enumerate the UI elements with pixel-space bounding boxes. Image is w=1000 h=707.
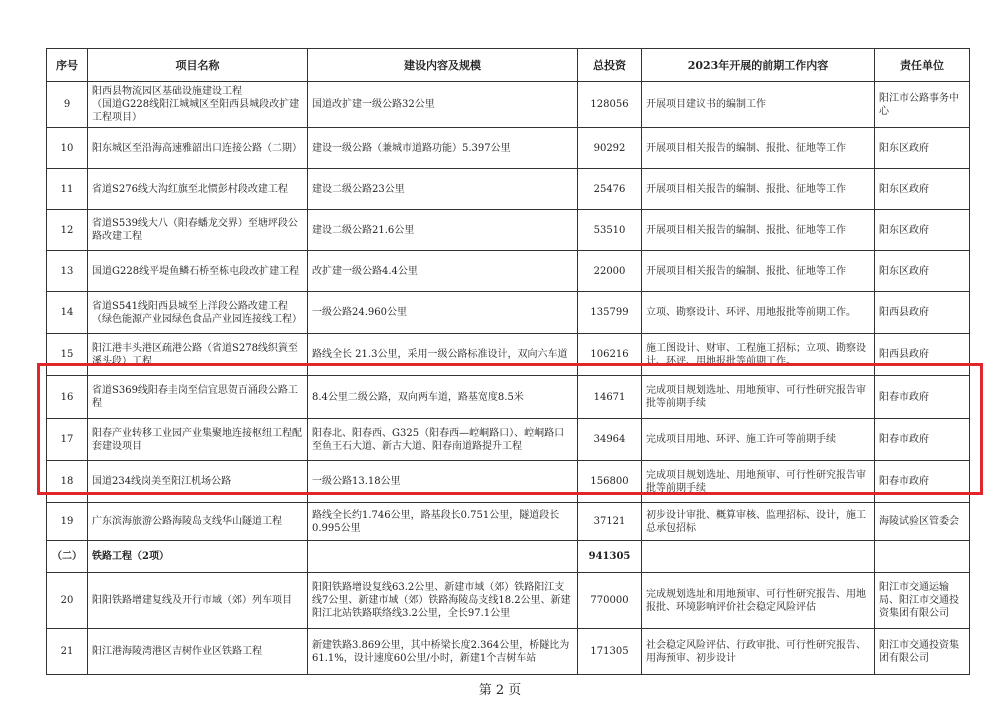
cell-investment: 135799 xyxy=(578,292,642,334)
cell-scope: 一级公路24.960公里 xyxy=(308,292,578,334)
table-row xyxy=(47,251,970,292)
table-row xyxy=(47,169,970,210)
cell-investment: 14671 xyxy=(578,376,642,419)
cell-work: 开展项目相关报告的编制、报批、征地等工作 xyxy=(642,128,875,169)
table-row xyxy=(47,419,970,461)
cell-investment: 171305 xyxy=(578,629,642,675)
table-row xyxy=(47,573,970,629)
cell-scope: 新建铁路3.869公里，其中桥梁长度2.364公里，桥隧比为61.1%，设计速度60公里/小时，新建1个吉树车站 xyxy=(308,629,578,675)
cell-work: 社会稳定风险评估、行政审批、可行性研究报告、用海预审、初步设计 xyxy=(642,629,875,675)
section-investment: 941305 xyxy=(578,541,642,573)
cell-investment: 37121 xyxy=(578,503,642,541)
cell-work: 立项、勘察设计、环评、用地报批等前期工作。 xyxy=(642,292,875,334)
cell-unit: 阳东区政府 xyxy=(875,128,970,169)
cell-work: 施工图设计、财审、工程施工招标；立项、勘察设计、环评、用地报批等前期工作。 xyxy=(642,334,875,376)
cell-work: 开展项目建议书的编制工作 xyxy=(642,82,875,128)
section-scope xyxy=(308,541,578,573)
cell-investment: 90292 xyxy=(578,128,642,169)
cell-scope: 国道改扩建一级公路32公里 xyxy=(308,82,578,128)
cell-no: 14 xyxy=(47,292,88,334)
cell-investment: 106216 xyxy=(578,334,642,376)
cell-name: 省道S276线大沟红旗至北惯彭村段改建工程 xyxy=(88,169,308,210)
cell-unit: 阳江市交通投资集团有限公司 xyxy=(875,629,970,675)
cell-unit: 阳东区政府 xyxy=(875,210,970,251)
header-scope: 建设内容及规模 xyxy=(308,49,578,82)
cell-no: 17 xyxy=(47,419,88,461)
cell-name: 国道234线岗美至阳江机场公路 xyxy=(88,461,308,503)
cell-name: 阳阳铁路增建复线及开行市域（郊）列车项目 xyxy=(88,573,308,629)
cell-name: 阳东城区至沿海高速雅韶出口连接公路（二期） xyxy=(88,128,308,169)
cell-scope: 建设一级公路（兼城市道路功能）5.397公里 xyxy=(308,128,578,169)
table-row xyxy=(47,292,970,334)
cell-work: 开展项目相关报告的编制、报批、征地等工作 xyxy=(642,251,875,292)
table-row xyxy=(47,376,970,419)
cell-investment: 25476 xyxy=(578,169,642,210)
cell-no: 12 xyxy=(47,210,88,251)
cell-work: 完成项目规划选址、用地预审、可行性研究报告审批等前期手续 xyxy=(642,376,875,419)
table-body-rail xyxy=(47,573,970,675)
cell-name: 广东滨海旅游公路海陵岛支线华山隧道工程 xyxy=(88,503,308,541)
cell-name: 省道S539线大八（阳春蟠龙交界）至塘坪段公路改建工程 xyxy=(88,210,308,251)
page-number: 第 2 页 xyxy=(478,683,522,698)
cell-name: 国道G228线平堤鱼鳞石桥至栋屯段改扩建工程 xyxy=(88,251,308,292)
section-no: （二） xyxy=(47,541,88,573)
cell-no: 9 xyxy=(47,82,88,128)
cell-no: 11 xyxy=(47,169,88,210)
header-unit: 责任单位 xyxy=(875,49,970,82)
cell-work: 开展项目相关报告的编制、报批、征地等工作 xyxy=(642,210,875,251)
cell-work: 完成项目用地、环评、施工许可等前期手续 xyxy=(642,419,875,461)
cell-unit: 阳西县政府 xyxy=(875,334,970,376)
cell-no: 16 xyxy=(47,376,88,419)
cell-scope: 一级公路13.18公里 xyxy=(308,461,578,503)
header-name: 项目名称 xyxy=(88,49,308,82)
header-row xyxy=(47,49,970,82)
table-row xyxy=(47,82,970,128)
section-body xyxy=(47,541,970,573)
header-investment: 总投资 xyxy=(578,49,642,82)
cell-scope: 路线全长 21.3公里，采用一级公路标准设计，双向六车道 xyxy=(308,334,578,376)
cell-name: 省道S369线阳春圭岗至信宜思贺百涌段公路工程 xyxy=(88,376,308,419)
cell-unit: 阳春市政府 xyxy=(875,461,970,503)
cell-scope: 阳春北、阳春西、G325（阳春西—崆峒路口）、崆峒路口至鱼王石大道、新古大道、阳春南道路提升工程 xyxy=(308,419,578,461)
cell-unit: 阳东区政府 xyxy=(875,251,970,292)
cell-investment: 34964 xyxy=(578,419,642,461)
cell-investment: 156800 xyxy=(578,461,642,503)
cell-no: 15 xyxy=(47,334,88,376)
cell-no: 18 xyxy=(47,461,88,503)
cell-work: 初步设计审批、概算审核、监理招标、设计，施工总承包招标 xyxy=(642,503,875,541)
cell-scope: 改扩建一级公路4.4公里 xyxy=(308,251,578,292)
table-row xyxy=(47,629,970,675)
cell-name: 阳江港海陵湾港区吉树作业区铁路工程 xyxy=(88,629,308,675)
cell-name: 阳江港丰头港区疏港公路（省道S278线织篢至溪头段）工程 xyxy=(88,334,308,376)
section-unit xyxy=(875,541,970,573)
cell-investment: 53510 xyxy=(578,210,642,251)
table-row xyxy=(47,503,970,541)
cell-no: 10 xyxy=(47,128,88,169)
section-row xyxy=(47,541,970,573)
table-row xyxy=(47,128,970,169)
cell-investment: 22000 xyxy=(578,251,642,292)
cell-unit: 阳江市公路事务中心 xyxy=(875,82,970,128)
cell-scope: 建设二级公路21.6公里 xyxy=(308,210,578,251)
cell-work: 完成项目规划选址、用地预审、可行性研究报告审批等前期手续 xyxy=(642,461,875,503)
header-no: 序号 xyxy=(47,49,88,82)
cell-no: 19 xyxy=(47,503,88,541)
table-row xyxy=(47,210,970,251)
section-work xyxy=(642,541,875,573)
table-body xyxy=(47,82,970,541)
cell-unit: 阳春市政府 xyxy=(875,419,970,461)
project-table xyxy=(46,48,970,675)
cell-unit: 海陵试验区管委会 xyxy=(875,503,970,541)
cell-scope: 阳阳铁路增设复线63.2公里、新建市域（郊）铁路阳江支线7公里、新建市域（郊）铁路海陵岛支线18.2公里、新建阳江北站铁路联络线3.2公里，全长97.1公里 xyxy=(308,573,578,629)
cell-name: 阳春产业转移工业园产业集聚地连接枢纽工程配套建设项目 xyxy=(88,419,308,461)
cell-name: 阳西县物流园区基础设施建设工程 （国道G228线阳江城城区至阳西县城段改扩建工程项目） xyxy=(88,82,308,128)
header-work: 2023年开展的前期工作内容 xyxy=(642,49,875,82)
cell-unit: 阳江市交通运输局、阳江市交通投资集团有限公司 xyxy=(875,573,970,629)
cell-scope: 8.4公里二级公路，双向两车道，路基宽度8.5米 xyxy=(308,376,578,419)
cell-no: 21 xyxy=(47,629,88,675)
cell-unit: 阳东区政府 xyxy=(875,169,970,210)
cell-investment: 128056 xyxy=(578,82,642,128)
section-name: 铁路工程（2项） xyxy=(88,541,308,573)
cell-no: 13 xyxy=(47,251,88,292)
cell-unit: 阳西县政府 xyxy=(875,292,970,334)
cell-work: 完成规划选址和用地预审、可行性研究报告、用地报批、环境影响评价社会稳定风险评估 xyxy=(642,573,875,629)
cell-unit: 阳春市政府 xyxy=(875,376,970,419)
cell-name: 省道S541线阳西县城至上洋段公路改建工程（绿色能源产业园绿色食品产业园连接线工程） xyxy=(88,292,308,334)
table-row xyxy=(47,334,970,376)
cell-scope: 建设二级公路23公里 xyxy=(308,169,578,210)
cell-investment: 770000 xyxy=(578,573,642,629)
cell-scope: 路线全长约1.746公里，路基段长0.751公里，隧道段长0.995公里 xyxy=(308,503,578,541)
cell-no: 20 xyxy=(47,573,88,629)
table-row xyxy=(47,461,970,503)
cell-work: 开展项目相关报告的编制、报批、征地等工作 xyxy=(642,169,875,210)
